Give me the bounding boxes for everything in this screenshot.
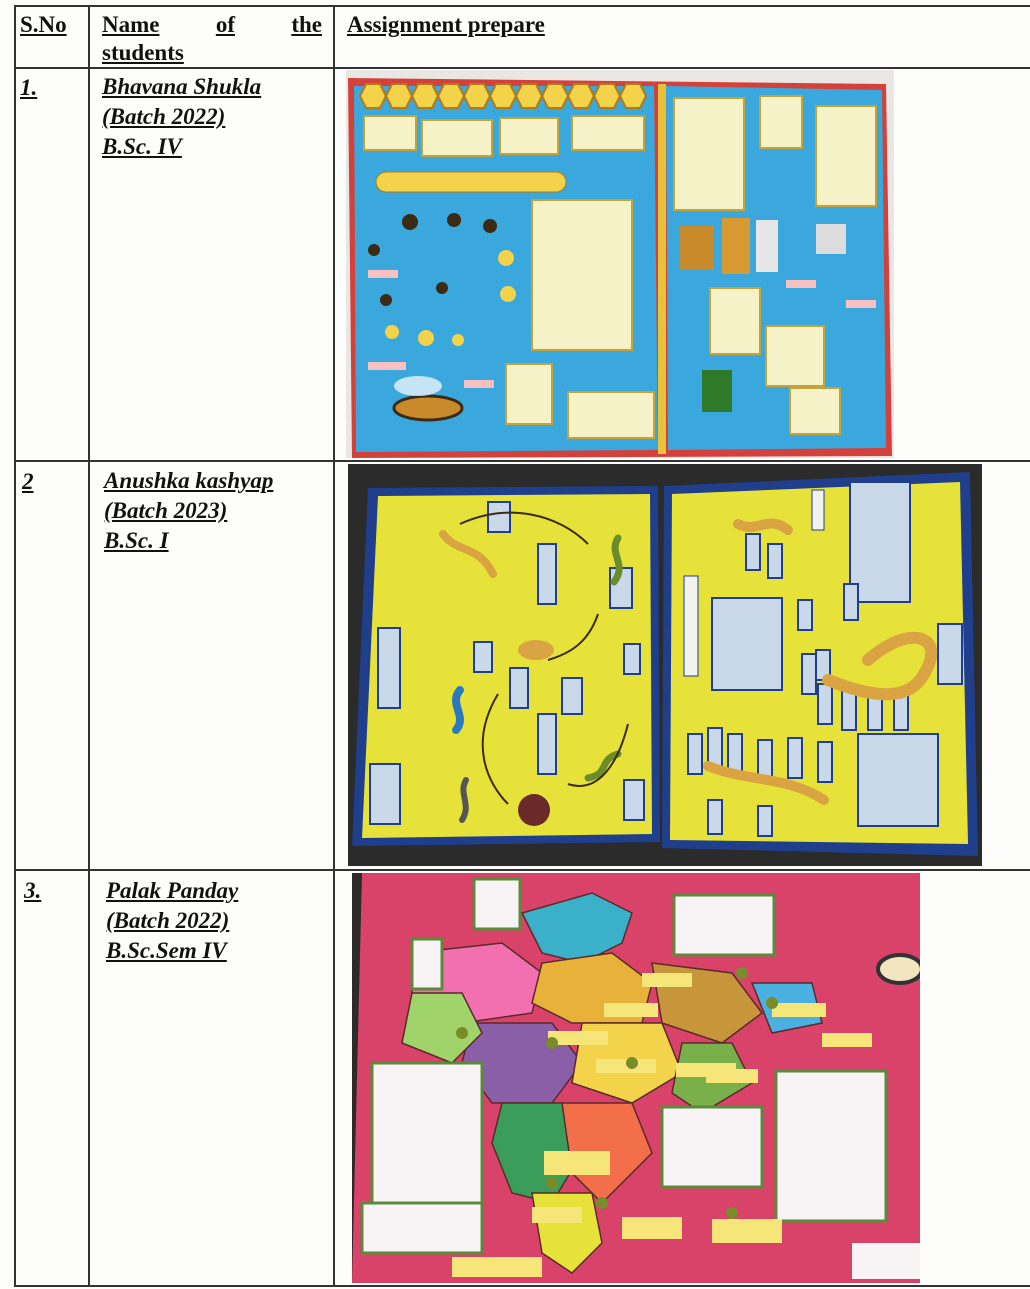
row3-sno: 3. <box>24 878 42 903</box>
row1-batch: (Batch 2022) <box>102 104 226 129</box>
row2-course: B.Sc. I <box>104 528 169 553</box>
poster-india-map-photo <box>352 873 920 1283</box>
row2-batch: (Batch 2023) <box>104 498 228 523</box>
row1-sno: 1. <box>20 75 38 100</box>
row3-name: Palak Panday <box>106 878 239 903</box>
row1-name: Bhavana Shukla <box>102 74 262 99</box>
header-name-word2: of <box>215 12 235 37</box>
table-bottom-border <box>14 1285 1030 1287</box>
poster-apiculture-photo <box>346 70 894 458</box>
col-divider-2 <box>333 5 335 1287</box>
row3-student <box>106 876 238 966</box>
table-left-border <box>14 5 16 1287</box>
header-name <box>102 11 322 67</box>
row1-bottom-border <box>14 460 1030 462</box>
row3-course: B.Sc.Sem IV <box>106 938 227 963</box>
row1-student <box>102 72 261 162</box>
header-name-word1: Name <box>102 12 160 37</box>
row2-sno: 2 <box>22 469 34 494</box>
header-sno: S.No <box>20 12 67 37</box>
header-assignment: Assignment prepare <box>347 12 545 37</box>
col-divider-1 <box>88 5 90 1287</box>
row1-course: B.Sc. IV <box>102 134 182 159</box>
row2-name: Anushka kashyap <box>104 468 274 493</box>
table-top-border <box>14 5 1030 7</box>
row2-student <box>104 466 273 556</box>
header-bottom-border <box>14 67 1030 69</box>
row2-bottom-border <box>14 869 1030 871</box>
row3-batch: (Batch 2022) <box>106 908 230 933</box>
poster-life-cycle-photo <box>348 464 982 866</box>
header-name-line2: students <box>102 40 184 65</box>
header-name-word3: the <box>291 12 322 37</box>
